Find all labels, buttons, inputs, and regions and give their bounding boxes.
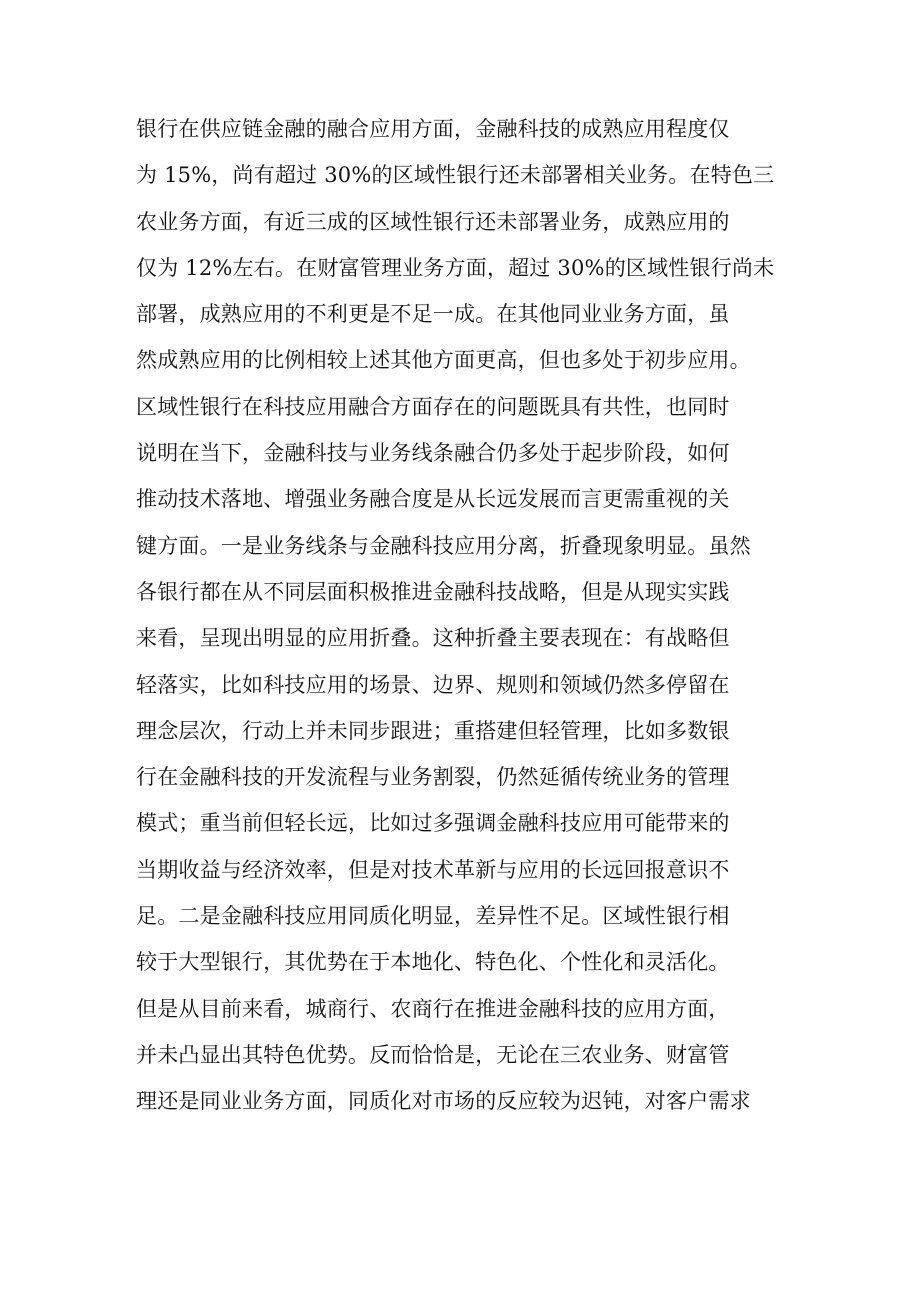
text-line: 较于大型银行，其优势在于本地化、特色化、个性化和灵活化。 (136, 950, 730, 975)
text-line: 部署，成熟应用的不利更是不足一成。在其他同业业务方面，虽 (136, 302, 730, 327)
text-line: 轻落实，比如科技应用的场景、边界、规则和领域仍然多停留在 (136, 672, 730, 697)
text-line: 模式；重当前但轻长远，比如过多强调金融科技应用可能带来的 (136, 811, 730, 836)
body-paragraph (136, 106, 796, 1125)
text-line: 区域性银行在科技应用融合方面存在的问题既具有共性，也同时 (136, 394, 730, 419)
text-line: 说明在当下，金融科技与业务线条融合仍多处于起步阶段，如何 (136, 441, 730, 466)
text-line: 推动技术落地、增强业务融合度是从长远发展而言更需重视的关 (136, 487, 730, 512)
text-line: 然成熟应用的比例相较上述其他方面更高，但也多处于初步应用。 (136, 348, 751, 373)
text-line: 来看，呈现出明显的应用折叠。这种折叠主要表现在：有战略但 (136, 626, 730, 651)
text-line: 但是从目前来看，城商行、农商行在推进金融科技的应用方面， (136, 996, 730, 1021)
text-line: 理还是同业业务方面，同质化对市场的反应较为迟钝，对客户需求 (136, 1089, 751, 1114)
text-line: 键方面。一是业务线条与金融科技应用分离，折叠现象明显。虽然 (136, 533, 751, 558)
text-line: 各银行都在从不同层面积极推进金融科技战略，但是从现实实践 (136, 579, 730, 604)
text-line: 并未凸显出其特色优势。反而恰恰是，无论在三农业务、财富管 (136, 1042, 730, 1067)
text-line: 足。二是金融科技应用同质化明显，差异性不足。区域性银行相 (136, 904, 730, 929)
text-line: 理念层次，行动上并未同步跟进；重搭建但轻管理，比如多数银 (136, 718, 730, 743)
text-line: 行在金融科技的开发流程与业务割裂，仍然延循传统业务的管理 (136, 765, 730, 790)
text-line: 当期收益与经济效率，但是对技术革新与应用的长远回报意识不 (136, 857, 730, 882)
text-line: 仅为 12%左右。在财富管理业务方面，超过 30%的区域性银行尚未 (136, 255, 775, 280)
text-line: 银行在供应链金融的融合应用方面，金融科技的成熟应用程度仅 (136, 117, 730, 141)
text-line: 为 15%，尚有超过 30%的区域性银行还未部署相关业务。在特色三 (136, 163, 775, 188)
text-line: 农业务方面，有近三成的区域性银行还未部署业务，成熟应用的 (136, 209, 730, 234)
